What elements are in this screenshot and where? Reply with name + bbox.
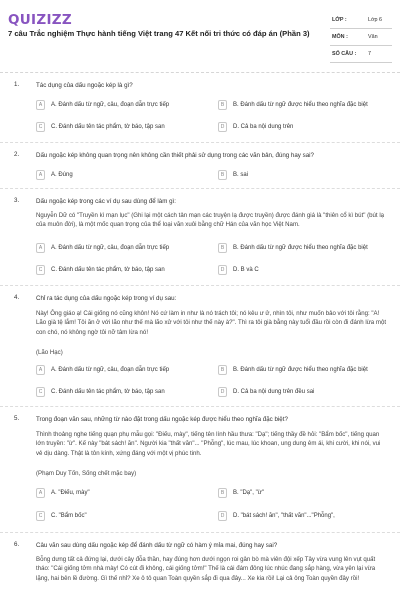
option-letter-box: A — [36, 488, 45, 498]
question-passage: Nguyễn Dữ có "Truyền kì mạn lục" (Ghi lại một cách tản mạn các truyện lạ được truyền) được đánh giá là "thiên cổ kì bút" (bút lạ của muôn đời), là một mốc quan trọng của thể loại văn xuôi bằng chữ Hán của văn học Việt Nam. — [36, 212, 385, 229]
question-count-label: SỐ CÂU : — [332, 51, 357, 57]
option-1d[interactable] — [218, 122, 378, 133]
option-text: A. "Điếu, mày" — [51, 489, 90, 496]
subject-value: Văn — [368, 34, 378, 40]
subject-label: MÔN : — [332, 34, 348, 40]
question-count-value: 7 — [368, 51, 371, 57]
question-number: 5. — [14, 415, 20, 422]
question-text: Dấu ngoặc kép trong các ví dụ sau dùng để làm gì: — [36, 198, 176, 205]
question-passage: Bỗng dưng tất cả đứng lại, dưới cây đỗa thần, hay đúng hơn dưới ngọn roi gân bò mà viên đội xếp Tây vừa vung lên vụt quất tháo: "Cái giống tởm nhà mày! Có cút đi không, cái giống tởm!" Thế là cái đám đông lúc nhúc đang sắp hàng, vừa yên lại vừa lặng, hai bên lề đường. Gì thế nhỉ? Xe ô tô quan Toàn quyền sắp đi qua đây... Xe kia rồi! Lại cả ông Toàn quyền đây rồi! — [36, 556, 376, 582]
option-letter-box: B — [218, 488, 227, 498]
option-text: A. Đúng — [51, 171, 73, 178]
option-4c[interactable] — [36, 387, 196, 398]
option-text: A. Đánh dấu từ ngữ, câu, đoạn dẫn trực tiếp — [51, 244, 170, 251]
question-text: Dấu ngoặc kép không quan trọng nên không cần thiết phải sử dụng trong các văn bản, đúng hay sai? — [36, 152, 314, 159]
option-3a[interactable] — [36, 243, 196, 254]
option-letter-box: B — [218, 100, 227, 110]
option-text: A. Đánh dấu từ ngữ, câu, đoạn dẫn trực tiếp — [51, 366, 170, 373]
option-5c[interactable] — [36, 511, 196, 522]
passage-source: (Phạm Duy Tốn, Sống chết mặc bay) — [36, 470, 137, 477]
option-letter-box: A — [36, 170, 45, 180]
question-text: Tác dụng của dấu ngoặc kép là gì? — [36, 82, 133, 89]
option-5a[interactable] — [36, 488, 196, 499]
option-5d[interactable] — [218, 511, 378, 522]
passage-source: (Lão Hạc) — [36, 349, 63, 356]
option-text: D. B và C — [233, 266, 259, 273]
option-text: B. Đánh dấu từ ngữ được hiểu theo nghĩa đặc biệt — [233, 366, 368, 373]
option-text: C. Đánh dấu tên tác phẩm, tờ báo, tập san — [51, 123, 165, 130]
option-text: B. Đánh dấu từ ngữ được hiểu theo nghĩa đặc biệt — [233, 101, 368, 108]
option-letter-box: D — [218, 122, 227, 132]
option-letter-box: D — [218, 387, 227, 397]
option-2b[interactable] — [218, 170, 378, 181]
option-5b[interactable] — [218, 488, 378, 499]
option-1c[interactable] — [36, 122, 196, 133]
page-header — [0, 0, 400, 72]
option-letter-box: C — [36, 265, 45, 275]
option-letter-box: C — [36, 387, 45, 397]
option-text: D. Cả ba nội dung trên — [233, 123, 294, 130]
meta-row-subject — [330, 29, 392, 46]
question-text: Chỉ ra tác dụng của dấu ngoặc kép trong ví dụ sau: — [36, 295, 177, 302]
option-letter-box: B — [218, 365, 227, 375]
option-text: D. Cả ba nội dung trên đều sai — [233, 388, 315, 395]
question-passage: Này! Ông giáo ạ! Cái giống nó cũng khôn! Nó cứ làm in như là nó trách tôi; nó kêu ư ử, nhìn tôi, như muốn bảo với tôi rằng: "A! Lão già tệ lắm! Tôi ăn ở với lão như thế mà lão xử với tôi như thế này à?". Thì ra tôi già bằng này tuổi đầu rồi còn đi đánh lừa một con chó, nó không ngờ tôi nỡ tâm lừa nó! — [36, 310, 387, 336]
question-number: 4. — [14, 294, 20, 301]
option-letter-box: A — [36, 243, 45, 253]
option-text: A. Đánh dấu từ ngữ, câu, đoạn dẫn trực tiếp — [51, 101, 170, 108]
page-title: 7 câu Trắc nghiệm Thực hành tiếng Việt trang 47 Kết nối tri thức có đáp án (Phần 3) — [8, 29, 310, 38]
option-4b[interactable] — [218, 365, 378, 376]
option-text: B. "Dạ", "ừ" — [233, 489, 264, 496]
option-letter-box: C — [36, 122, 45, 132]
question-number: 2. — [14, 151, 20, 158]
grade-label: LỚP : — [332, 17, 347, 23]
header-divider — [0, 72, 400, 73]
question-separator — [0, 142, 400, 143]
question-number: 1. — [14, 81, 20, 88]
option-letter-box: D — [218, 265, 227, 275]
question-separator — [0, 188, 400, 189]
option-text: B. Đánh dấu từ ngữ được hiểu theo nghĩa đặc biệt — [233, 244, 368, 251]
option-2a[interactable] — [36, 170, 196, 181]
option-text: D. "bát sách! ăn", "thất văn"..."Phỗng", — [233, 512, 335, 519]
option-letter-box: B — [218, 243, 227, 253]
option-letter-box: A — [36, 365, 45, 375]
option-text: C. "Bẩm bốc" — [51, 512, 87, 519]
meta-row-grade — [330, 12, 392, 29]
question-number: 6. — [14, 541, 20, 548]
option-4d[interactable] — [218, 387, 378, 398]
question-separator — [0, 406, 400, 407]
option-text: C. Đánh dấu tên tác phẩm, tờ báo, tập san — [51, 388, 165, 395]
question-separator — [0, 532, 400, 533]
option-4a[interactable] — [36, 365, 196, 376]
question-separator — [0, 285, 400, 286]
grade-value: Lớp 6 — [368, 17, 383, 23]
option-3c[interactable] — [36, 265, 196, 276]
option-1a[interactable] — [36, 100, 196, 111]
option-text: B. sai — [233, 171, 249, 178]
meta-row-count — [330, 46, 392, 63]
question-text: Trong đoạn văn sau, những từ nào đặt trong dấu ngoặc kép được hiểu theo nghĩa đặc biệt? — [36, 416, 288, 423]
question-passage: Thình thoảng nghe tiếng quạn phụ mẫu gọi: "Điếu, mày", tiếng tên lính hầu thưa: "Dạ"; tiếng thầy đề hỏi: "Bẩm bốc", tiếng quan lớn truyền: "ừ". Kế này "bát sách! ăn". Người kia "thất văn"... "Phỗng", lúc mau, lúc khoan, ung dung êm ái, khi cười, khi nói, vui vẻ dịu dàng. Thật là tôn kính, xứng đáng với một vị phúc tinh. — [36, 431, 381, 457]
option-letter-box: D — [218, 511, 227, 521]
quizizz-logo[interactable]: QUIZIZZ — [8, 12, 72, 28]
option-letter-box: A — [36, 100, 45, 110]
option-text: C. Đánh dấu tên tác phẩm, tờ báo, tập san — [51, 266, 165, 273]
question-number: 3. — [14, 197, 20, 204]
option-letter-box: B — [218, 170, 227, 180]
option-1b[interactable] — [218, 100, 378, 111]
question-text: Câu văn sau dùng dấu ngoặc kép để đánh dấu từ ngữ có hàm ý mỉa mai, đúng hay sai? — [36, 542, 278, 549]
meta-info-box — [330, 12, 392, 63]
option-letter-box: C — [36, 511, 45, 521]
option-3b[interactable] — [218, 243, 378, 254]
option-3d[interactable] — [218, 265, 378, 276]
